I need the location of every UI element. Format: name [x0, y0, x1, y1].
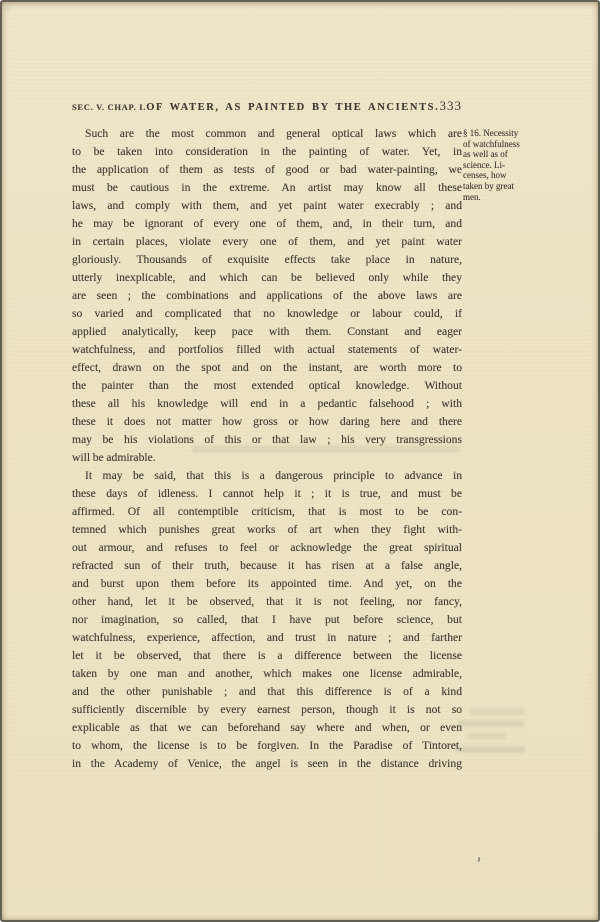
text-line: so varied and complicated that no knowledge or labour could, if: [72, 307, 462, 320]
text-line: let it be observed, that there is a difference between the license: [72, 649, 462, 662]
text-line: are seen ; the combinations and applications of the above laws are: [72, 289, 462, 302]
text-line: utterly inexplicable, and which can be believed only while they: [72, 271, 462, 284]
text-line: watchfulness, experience, affection, and trust in nature ; and farther: [72, 631, 462, 644]
text-line: § 16. Necessity: [463, 128, 519, 138]
text-line: explicable as that we can beforehand say where and when, or even: [72, 721, 462, 734]
showthrough-margin-artifact: [468, 733, 506, 739]
text-line: to whom, the license is to be forgiven. In the Paradise of Tintoret,: [72, 739, 462, 752]
page-header-title: OF WATER, AS PAINTED BY THE ANCIENTS.: [146, 102, 440, 113]
text-line: taken by one man and another, which makes one license admirable,: [72, 667, 462, 680]
running-header: [72, 98, 462, 114]
text-line: men.: [463, 191, 481, 202]
main-text-column: [72, 125, 462, 773]
text-line: affirmed. Of all contemptible criticism, that is most to be con-: [72, 505, 462, 518]
text-line: will be admirable.: [72, 451, 156, 464]
paragraph-2: [72, 467, 462, 773]
text-line: watchfulness, and portfolios filled with actual statements of water-: [72, 343, 462, 356]
text-line: in the Academy of Venice, the angel is seen in the distance driving: [72, 757, 462, 770]
text-line: gloriously. Thousands of exquisite effects take place in nature,: [72, 253, 462, 266]
paper-speck-artifact: [478, 857, 481, 862]
showthrough-margin-artifact: [455, 746, 525, 753]
text-line: of watchfulness: [463, 138, 520, 149]
text-line: the application of them as tests of good or bad water-painting, we: [72, 163, 462, 176]
text-line: temned which punishes great works of art when they fight with-: [72, 523, 462, 536]
showthrough-margin-artifact: [470, 708, 524, 715]
text-line: applied analytically, keep pace with them. Constant and eager: [72, 325, 462, 338]
text-line: these all his knowledge will end in a pedantic falsehood ; with: [72, 397, 462, 410]
text-line: sufficiently discernible by every earnest person, though it is not so: [72, 703, 462, 716]
text-line: and the other punishable ; and that this difference is of a kind: [72, 685, 462, 698]
scan-corner-artifact: [3, 3, 11, 11]
text-line: as well as of: [463, 149, 508, 160]
text-line: effect, drawn on the spot and on the instant, are worth more to: [72, 361, 462, 374]
text-line: out armour, and refuses to feel or acknowledge the great spiritual: [72, 541, 462, 554]
text-line: It may be said, that this is a dangerous principle to advance in: [85, 469, 462, 482]
text-line: laws, and comply with them, and yet paint water execrably ; and: [72, 199, 462, 212]
text-line: to be taken into consideration in the painting of water. Yet, in: [72, 145, 462, 158]
text-line: nor imagination, so called, that I have put before science, but: [72, 613, 462, 626]
text-line: may be his violations of this or that law ; his very transgressions: [72, 433, 462, 446]
paragraph-1: [72, 125, 462, 467]
text-line: and burst upon them before its appointed time. And yet, on the: [72, 577, 462, 590]
text-line: the painter than the most extended optical knowledge. Without: [72, 379, 462, 392]
text-line: refracted sun of their truth, because it has risen at a false angle,: [72, 559, 462, 572]
text-line: must be cautious in the extreme. An artist may know all these: [72, 181, 462, 194]
text-line: other hand, let it be observed, that it is not feeling, nor fancy,: [72, 595, 462, 608]
text-line: science. Li-: [463, 159, 505, 170]
text-line: these days of idleness. I cannot help it ; it is true, and must be: [72, 487, 462, 500]
text-line: censes, how: [463, 170, 507, 181]
page-number: 333: [439, 98, 462, 113]
text-line: Such are the most common and general optical laws which are: [85, 127, 462, 140]
text-line: in certain places, violate every one of them, and yet paint water: [72, 235, 462, 248]
text-line: these it does not matter how gross or how daring here and there: [72, 415, 462, 428]
margin-note-section-16: [463, 128, 539, 202]
showthrough-margin-artifact: [458, 720, 524, 727]
section-chapter-runner: SEC. V. CHAP. I.: [72, 102, 147, 112]
text-line: taken by great: [463, 180, 514, 191]
text-line: he may be ignorant of every one of them, and, in their turn, and: [72, 217, 462, 230]
